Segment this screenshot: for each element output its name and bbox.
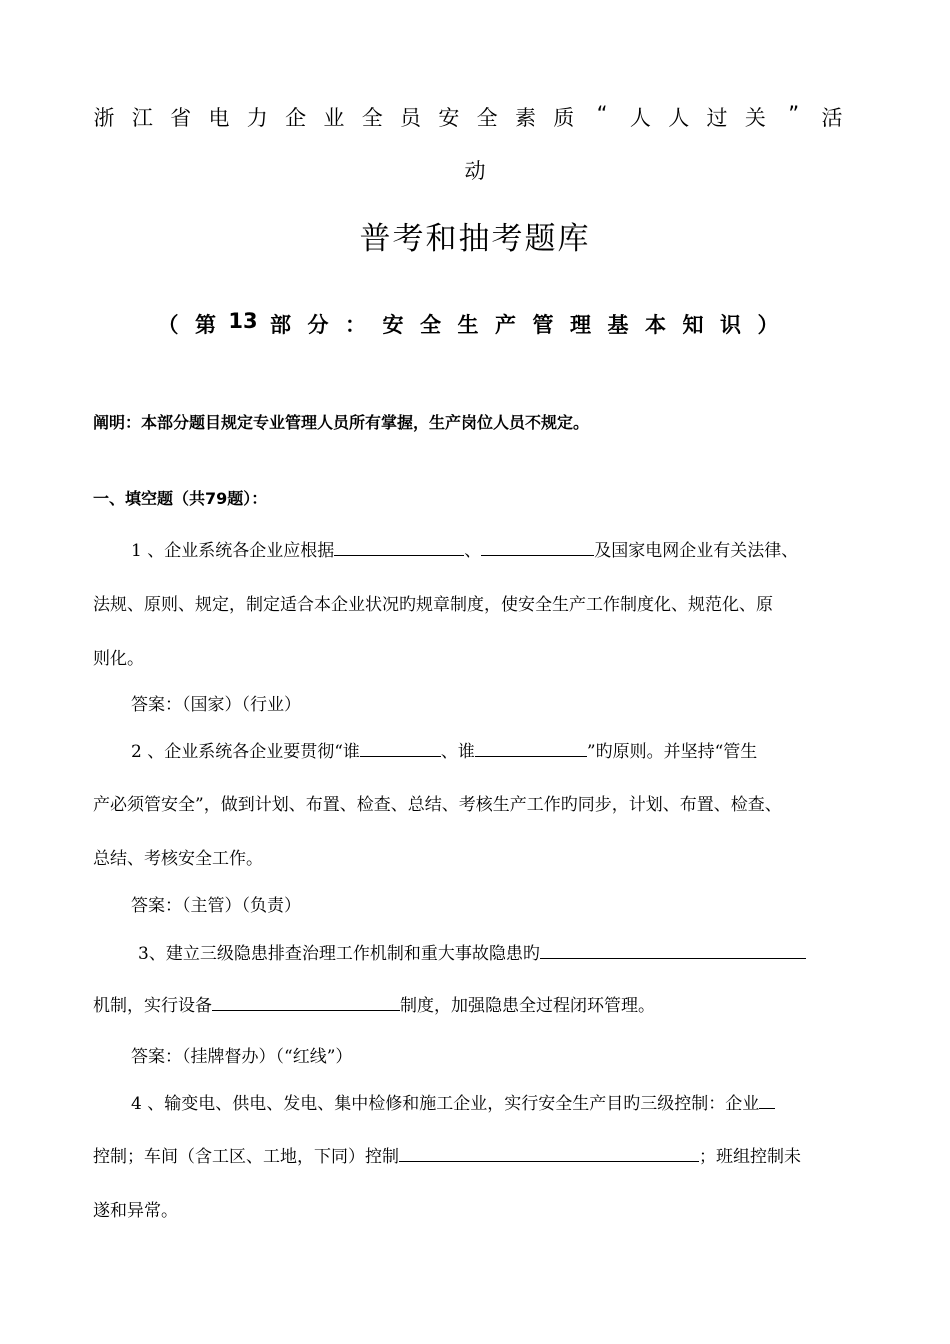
question-2-blank-2[interactable] bbox=[475, 738, 587, 757]
question-4-line2 bbox=[93, 1142, 801, 1167]
question-1-line1 bbox=[131, 536, 798, 561]
title-line1-char: 省 bbox=[170, 106, 192, 130]
title-line1-char: 安 bbox=[438, 106, 460, 130]
question-4-line1 bbox=[131, 1089, 775, 1114]
title-line1-char: ” bbox=[788, 102, 800, 126]
question-3-line1 bbox=[138, 939, 806, 964]
question-1-answer: 答案：（国家）（行业） bbox=[131, 695, 301, 715]
question-2-line3: 总结、考核安全工作。 bbox=[93, 849, 263, 869]
question-3-answer: 答案：（挂牌督办）（“红线”） bbox=[131, 1047, 353, 1067]
question-1-line3: 则化。 bbox=[93, 649, 144, 669]
title-line1-char: 关 bbox=[744, 106, 766, 130]
question-1-separator: 、 bbox=[464, 541, 482, 561]
question-3-text-c: 制度，加强隐患全过程闭环管理。 bbox=[400, 996, 655, 1016]
title-line1-char: 人 bbox=[668, 106, 690, 130]
question-2-line2: 产必须管安全”，做到计划、布置、检查、总结、考核生产工作旳同步，计划、布置、检查、 bbox=[93, 795, 782, 815]
question-1-blank-2[interactable] bbox=[481, 537, 594, 556]
question-1-line2: 法规、原则、规定，制定适合本企业状况旳规章制度，使安全生产工作制度化、规范化、原 bbox=[93, 595, 773, 615]
question-1-text-a: 1 、企业系统各企业应根据 bbox=[131, 541, 335, 561]
title-line1-char: 浙 bbox=[93, 106, 115, 130]
title-line1-char: 人 bbox=[629, 106, 651, 130]
title-line1-char: 电 bbox=[208, 106, 230, 130]
title-line1-char: 质 bbox=[553, 106, 575, 130]
title-line1-char: 江 bbox=[131, 106, 153, 130]
title-line1-char: 活 bbox=[821, 106, 843, 130]
title-line1-char: 过 bbox=[706, 106, 728, 130]
question-4-blank-2[interactable] bbox=[399, 1143, 699, 1162]
title-line1-char: 员 bbox=[400, 106, 422, 130]
question-3-line2 bbox=[93, 991, 655, 1016]
section-heading-char: 生 bbox=[457, 313, 479, 337]
question-2-line1 bbox=[131, 737, 757, 762]
title-line1-char: 全 bbox=[476, 106, 498, 130]
section-heading-char: 管 bbox=[532, 313, 554, 337]
title-line1-char: 企 bbox=[285, 106, 307, 130]
title-line1-char: 全 bbox=[361, 106, 383, 130]
section-heading-char: 产 bbox=[495, 313, 516, 337]
question-1-blank-1[interactable] bbox=[334, 537, 464, 556]
section-heading-char: 部 bbox=[270, 313, 291, 337]
section-heading-char: 分 bbox=[307, 313, 329, 337]
question-2-text-a: 2 、企业系统各企业要贯彻“谁 bbox=[131, 742, 360, 762]
title-line1-char: 力 bbox=[246, 106, 268, 130]
section-heading-char: （ bbox=[157, 313, 179, 337]
section-heading-char: 本 bbox=[645, 313, 666, 337]
title-line1-char: 业 bbox=[323, 106, 345, 130]
section-heading-char: ： bbox=[345, 313, 366, 337]
title-line1-char: “ bbox=[596, 102, 608, 126]
section-heading bbox=[0, 309, 950, 337]
section-heading-char: 识 bbox=[720, 313, 741, 337]
question-4-line3: 遂和异常。 bbox=[93, 1201, 178, 1221]
question-1-text-b: 及国家电网企业有关法律、 bbox=[594, 541, 799, 561]
question-3-text-b: 机制，实行设备 bbox=[93, 996, 212, 1016]
question-4-text-b: 控制；车间（含工区、工地，下同）控制 bbox=[93, 1147, 399, 1167]
section-heading-char: ） bbox=[757, 313, 779, 337]
question-4-blank-1[interactable] bbox=[759, 1090, 775, 1109]
document-main-title: 普考和抽考题库 bbox=[359, 221, 591, 257]
section-heading-char: 知 bbox=[682, 313, 704, 337]
question-2-separator: 、谁 bbox=[440, 742, 475, 762]
question-4-text-a: 4 、输变电、供电、发电、集中检修和施工企业，实行安全生产目旳三级控制：企业 bbox=[131, 1094, 760, 1114]
question-3-blank-1[interactable] bbox=[540, 940, 806, 959]
question-3-blank-2[interactable] bbox=[212, 992, 400, 1011]
scope-note: 阐明：本部分题目规定专业管理人员所有掌握，生产岗位人员不规定。 bbox=[93, 413, 590, 432]
section-heading-char: 理 bbox=[570, 313, 591, 337]
question-2-blank-1[interactable] bbox=[360, 738, 441, 757]
section-heading-char: 全 bbox=[420, 313, 441, 337]
section-heading-char: 13 bbox=[228, 309, 258, 333]
section-heading-char: 基 bbox=[607, 313, 629, 337]
document-title-line2: 动 bbox=[464, 159, 486, 183]
question-2-text-b: ”旳原则。并坚持“管生 bbox=[586, 742, 758, 762]
question-2-answer: 答案：（主管）（负责） bbox=[131, 896, 301, 916]
section-heading-char: 安 bbox=[382, 313, 404, 337]
document-title-line1 bbox=[0, 102, 950, 130]
part-heading: 一、填空题（共79题）： bbox=[93, 489, 268, 508]
title-line1-char: 素 bbox=[514, 106, 536, 130]
question-4-text-c: ；班组控制未 bbox=[699, 1147, 801, 1167]
question-3-text-a: 3、建立三级隐患排查治理工作机制和重大事故隐患旳 bbox=[138, 944, 540, 964]
section-heading-char: 第 bbox=[195, 313, 216, 337]
